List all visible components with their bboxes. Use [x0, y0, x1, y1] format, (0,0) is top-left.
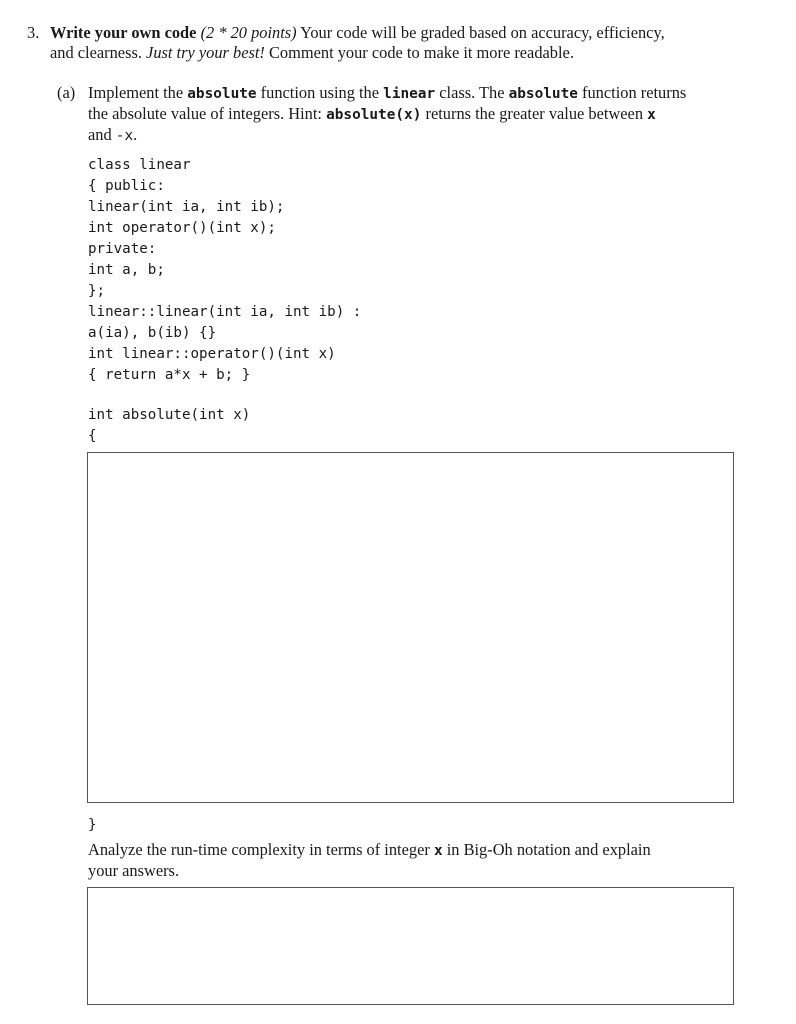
inline-code: linear — [383, 86, 436, 102]
inline-code: x — [647, 107, 656, 123]
code-line: int a, b; — [88, 262, 165, 278]
code-line: class linear — [88, 157, 191, 173]
inline-code: absolute(x) — [326, 107, 422, 123]
part-a-text: and — [88, 125, 112, 144]
part-a-text: Implement the — [88, 83, 184, 102]
part-a-text: . — [133, 125, 138, 144]
code-line: { return a*x + b; } — [88, 367, 251, 383]
code-line: int operator()(int x); — [88, 220, 276, 236]
analysis-line1 — [88, 839, 651, 862]
code-line: private: — [88, 241, 157, 257]
question-intro-text: Your code will be graded based on accuracy, efficiency, — [300, 23, 665, 42]
code-line: linear(int ia, int ib); — [88, 199, 285, 215]
complexity-answer-box[interactable] — [87, 887, 734, 1005]
question-number: 3. — [27, 23, 40, 42]
analysis-text: Analyze the run-time complexity in terms of integer — [88, 840, 430, 859]
question-intro-line2 — [50, 42, 574, 63]
code-line: { public: — [88, 178, 165, 194]
analysis-text: in Big-Oh notation and explain — [446, 840, 651, 859]
question-points: (2 * 20 points) — [200, 23, 297, 42]
code-line: int linear::operator()(int x) — [88, 346, 336, 362]
code-answer-box[interactable] — [87, 452, 734, 803]
inline-code: absolute — [508, 86, 578, 102]
part-a-line2 — [88, 103, 656, 126]
code-line: a(ia), b(ib) {} — [88, 325, 217, 341]
inline-code: x — [433, 843, 443, 859]
intro-text-a: and clearness. — [50, 43, 142, 62]
closing-brace: } — [88, 817, 97, 833]
part-a-line1 — [88, 82, 686, 105]
inline-code: -x — [115, 128, 134, 144]
part-a-label: (a) — [57, 83, 76, 102]
part-a-text: returns the greater value between — [425, 104, 644, 123]
code-line: int absolute(int x) — [88, 407, 251, 423]
intro-italic: Just try your best! — [146, 43, 265, 62]
intro-text-b: Comment your code to make it more readable. — [268, 43, 574, 62]
part-a-text: class. The — [439, 83, 505, 102]
question-title: Write your own code — [50, 23, 197, 42]
code-line: }; — [88, 283, 106, 299]
question-intro-line1 — [50, 22, 665, 43]
inline-code: absolute — [187, 86, 257, 102]
part-a-line3 — [88, 124, 137, 147]
part-a-text: the absolute value of integers. Hint: — [88, 104, 322, 123]
code-line: { — [88, 428, 97, 444]
analysis-line2: your answers. — [88, 861, 180, 880]
part-a-text: function using the — [260, 83, 380, 102]
part-a-text: function returns — [582, 83, 687, 102]
code-line: linear::linear(int ia, int ib) : — [88, 304, 362, 320]
